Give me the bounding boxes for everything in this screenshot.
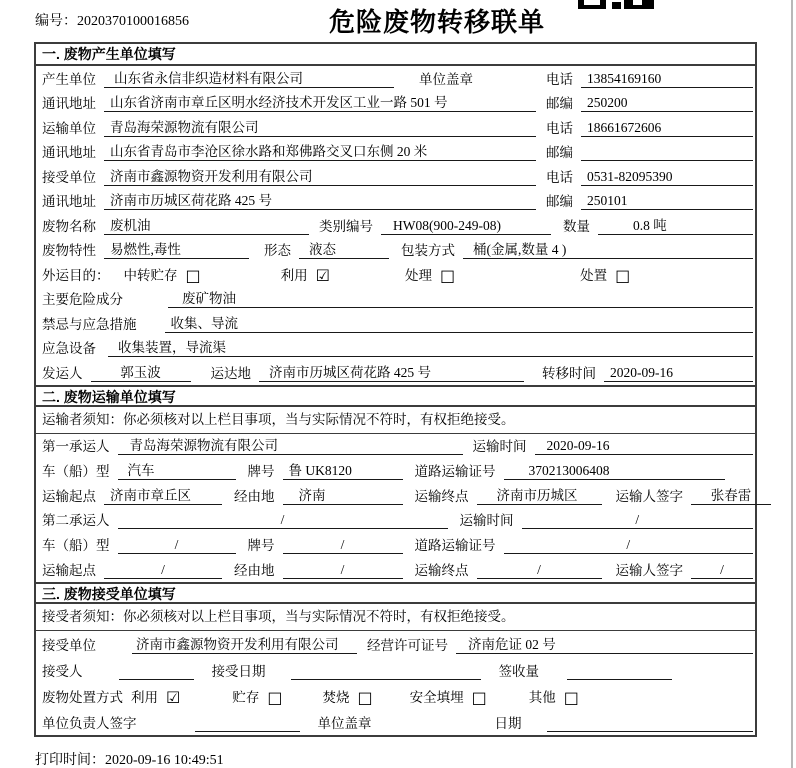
license-value: 济南危证 02 号	[456, 636, 753, 654]
print-time	[35, 749, 224, 768]
print-time-value: 2020-09-16 10:49:51	[105, 753, 224, 768]
address-label: 通讯地址	[42, 194, 96, 209]
receiver-postcode-value: 250101	[581, 192, 753, 210]
transfer-time-label: 转移时间	[542, 365, 596, 381]
receive-date-label: 接受日期	[211, 664, 266, 679]
row-receiver-unit	[36, 164, 755, 189]
page-edge-line	[791, 0, 793, 768]
receive-date-value	[291, 663, 481, 680]
disposal-use-checkbox: ☑	[166, 688, 181, 708]
received-qty-value	[567, 663, 672, 680]
postcode-pair	[546, 190, 753, 210]
address-label: 通讯地址	[42, 145, 96, 160]
row-responsible-sign	[36, 709, 755, 735]
receiving-unit-value: 济南市鑫源物资开发利用有限公司	[132, 636, 357, 654]
generator-unit-value: 山东省永信非织造材料有限公司	[104, 70, 394, 88]
disposal-other-checkbox: □	[563, 688, 579, 708]
carrier1-label: 第一承运人	[42, 439, 110, 455]
purpose-storage-checkbox: □	[185, 265, 201, 285]
receiver-person-value	[119, 663, 194, 680]
row-carrier1	[36, 434, 755, 459]
via-label: 经由地	[234, 562, 275, 578]
destination-label: 运达地	[210, 365, 251, 381]
phone-pair	[546, 68, 753, 88]
responsible-sign-value	[195, 715, 300, 732]
responsible-sign-label: 单位负责人签字	[42, 716, 137, 732]
phone-label: 电话	[546, 71, 573, 87]
generator-unit-label: 产生单位	[42, 71, 96, 87]
via2-value: /	[283, 561, 403, 579]
purpose-label: 外运目的：	[42, 267, 110, 283]
section1-header: 一. 废物产生单位填写	[36, 44, 755, 66]
date-value	[547, 715, 754, 732]
print-time-label: 打印时间：	[35, 753, 105, 768]
section2-header: 二. 废物运输单位填写	[36, 385, 755, 407]
carrier2-label: 第二承运人	[42, 513, 110, 529]
transporter-address-value: 山东省青岛市李沧区徐水路和郑佛路交叉口东侧 20 米	[104, 143, 536, 161]
via-label: 经由地	[234, 488, 275, 504]
shipper-value: 郭玉波	[91, 364, 191, 382]
road-permit-label: 道路运输证号	[414, 463, 496, 479]
manifest-form-table	[34, 42, 757, 737]
vehicle-type-label: 车（船）型	[42, 537, 110, 553]
equipment-label: 应急设备	[42, 341, 96, 356]
vehicle-type-label: 车（船）型	[42, 463, 110, 479]
row-disposal-method	[36, 683, 755, 709]
receiver-address-value: 济南市历城区荷花路 425 号	[104, 192, 536, 210]
via1-value: 济南	[283, 487, 403, 505]
received-qty-label: 签收量	[498, 664, 539, 679]
generator-address-value: 山东省济南市章丘区明水经济技术开发区工业一路 501 号	[104, 94, 536, 112]
receiver-unit-value: 济南市鑫源物资开发利用有限公司	[104, 168, 536, 186]
vehicle2-value: /	[118, 536, 236, 554]
terminus1-value: 济南市历城区	[477, 487, 602, 505]
page-title: 危险废物转移联单	[328, 7, 545, 37]
disposal-store-checkbox: □	[267, 688, 283, 708]
transport-time1-value: 2020-09-16	[535, 437, 754, 455]
postcode-label: 邮编	[546, 96, 573, 111]
row-waste-name	[36, 213, 755, 238]
row-transporter-unit	[36, 115, 755, 140]
terminus2-value: /	[477, 561, 602, 579]
transporter-notice: 运输者须知：你必须核对以上栏目事项，当与实际情况不符时，有权拒绝接受。	[36, 407, 755, 434]
unit-seal-label: 单位盖章	[419, 71, 473, 87]
row-vehicle2	[36, 532, 755, 557]
row-taboo-measures	[36, 311, 755, 336]
category-code-value: HW08(900-249-08)	[381, 217, 551, 235]
category-code-label: 类别编号	[319, 218, 373, 234]
transport-time2-value: /	[522, 511, 754, 529]
row-transporter-address	[36, 140, 755, 165]
phone-pair	[546, 117, 753, 137]
transport-time-label: 运输时间	[459, 513, 514, 529]
purpose-dispose-checkbox: □	[615, 265, 631, 285]
row-emergency-equipment	[36, 336, 755, 361]
origin2-value: /	[104, 561, 222, 579]
section3-header: 三. 废物接受单位填写	[36, 582, 755, 604]
transporter-sign1-value: 张春雷	[691, 487, 771, 505]
row-shipper	[36, 360, 755, 385]
doc-number-label: 编号：	[35, 14, 77, 29]
waste-property-label: 废物特性	[42, 243, 96, 258]
road-permit2-value: /	[504, 536, 754, 554]
carrier2-value: /	[118, 511, 448, 529]
destination-value: 济南市历城区荷花路 425 号	[259, 364, 524, 382]
vehicle1-value: 汽车	[118, 462, 236, 480]
quantity-label: 数量	[563, 218, 590, 234]
receiver-person-label: 接受人	[42, 664, 83, 679]
row-carrier2	[36, 508, 755, 533]
row-route1	[36, 483, 755, 508]
phone-label: 电话	[546, 120, 573, 136]
road-permit1-value: 370213006408	[504, 462, 726, 480]
purpose-use-checkbox: ☑	[315, 265, 330, 285]
taboo-label: 禁忌与应急措施	[42, 316, 137, 332]
section-transporter	[36, 385, 755, 582]
receiver-notice: 接受者须知：你必须核对以上栏目事项，当与实际情况不符时，有权拒绝接受。	[36, 604, 755, 631]
disposal-option-use-label: 利用	[131, 690, 158, 706]
disposal-landfill-checkbox: □	[471, 688, 487, 708]
plate2-value: /	[283, 536, 403, 554]
origin-label: 运输起点	[42, 562, 96, 578]
plate-label: 牌号	[247, 537, 275, 553]
transporter-sign-label: 运输人签字	[615, 562, 683, 578]
postcode-pair	[546, 141, 753, 161]
transporter-unit-value: 青岛海荣源物流有限公司	[104, 119, 536, 137]
plate-label: 牌号	[247, 463, 275, 479]
disposal-option-burn-label: 焚烧	[322, 690, 350, 706]
license-label: 经营许可证号	[367, 637, 448, 653]
disposal-burn-checkbox: □	[357, 688, 373, 708]
disposal-option-other-label: 其他	[528, 690, 556, 706]
transporter-sign2-value: /	[691, 561, 753, 579]
generator-postcode-value: 250200	[581, 94, 753, 112]
packaging-value: 桶(金属,数量 4 )	[463, 241, 753, 259]
row-waste-property	[36, 238, 755, 263]
origin1-value: 济南市章丘区	[104, 487, 222, 505]
date-label: 日期	[494, 716, 522, 732]
taboo-value: 收集、导流	[165, 315, 754, 333]
qr-code-fragment	[578, 0, 654, 9]
receiver-unit-label: 接受单位	[42, 169, 96, 185]
address-label: 通讯地址	[42, 96, 96, 111]
row-transfer-purpose	[36, 262, 755, 287]
row-route2	[36, 557, 755, 582]
generator-phone-value: 13854169160	[581, 70, 753, 88]
row-receiver-person	[36, 657, 755, 683]
row-hazard-component	[36, 287, 755, 312]
unit-seal-label: 单位盖章	[317, 716, 372, 732]
hazard-label: 主要危险成分	[42, 292, 123, 307]
origin-label: 运输起点	[42, 488, 96, 504]
hazard-value: 废矿物油	[168, 290, 753, 308]
transfer-time-value: 2020-09-16	[604, 364, 753, 382]
disposal-option-store-label: 贮存	[232, 690, 260, 706]
form-value: 液态	[299, 241, 389, 259]
receiver-phone-value: 0531-82095390	[581, 168, 753, 186]
waste-name-value: 废机油	[104, 217, 309, 235]
purpose-option-use-label: 利用	[280, 267, 308, 283]
form-label: 形态	[264, 243, 291, 258]
disposal-option-landfill-label: 安全填埋	[409, 690, 464, 706]
quantity-value: 0.8 吨	[598, 217, 753, 235]
postcode-label: 邮编	[546, 145, 573, 160]
section-generator	[36, 44, 755, 385]
terminus-label: 运输终点	[414, 562, 469, 578]
receiving-unit-label: 接受单位	[42, 637, 96, 653]
row-generator-unit	[36, 66, 755, 91]
transport-time-label: 运输时间	[472, 439, 527, 455]
phone-label: 电话	[546, 169, 573, 185]
waste-property-value: 易燃性,毒性	[104, 241, 249, 259]
purpose-option-storage-label: 中转贮存	[123, 267, 178, 283]
transporter-sign-label: 运输人签字	[615, 488, 683, 504]
postcode-label: 邮编	[546, 194, 573, 209]
transporter-postcode-value	[581, 144, 753, 161]
shipper-label: 发运人	[42, 365, 83, 381]
equipment-value: 收集装置，导流渠	[108, 339, 753, 357]
plate1-value: 鲁 UK8120	[283, 462, 403, 480]
row-receiving-unit	[36, 631, 755, 657]
disposal-label: 废物处置方式	[42, 690, 123, 706]
row-generator-address	[36, 91, 755, 116]
transporter-unit-label: 运输单位	[42, 120, 96, 136]
packaging-label: 包装方式	[401, 243, 455, 258]
carrier1-value: 青岛海荣源物流有限公司	[118, 437, 463, 455]
section-receiver	[36, 582, 755, 736]
doc-number-value: 2020370100016856	[77, 14, 189, 29]
transporter-phone-value: 18661672606	[581, 119, 753, 137]
purpose-option-treat-label: 处理	[404, 267, 432, 283]
terminus-label: 运输终点	[414, 488, 469, 504]
purpose-option-dispose-label: 处置	[580, 267, 608, 283]
phone-pair	[546, 166, 753, 186]
row-receiver-address	[36, 189, 755, 214]
purpose-treat-checkbox: □	[439, 265, 456, 285]
road-permit-label: 道路运输证号	[414, 537, 496, 553]
waste-name-label: 废物名称	[42, 218, 96, 234]
row-vehicle1	[36, 458, 755, 483]
postcode-pair	[546, 92, 753, 112]
